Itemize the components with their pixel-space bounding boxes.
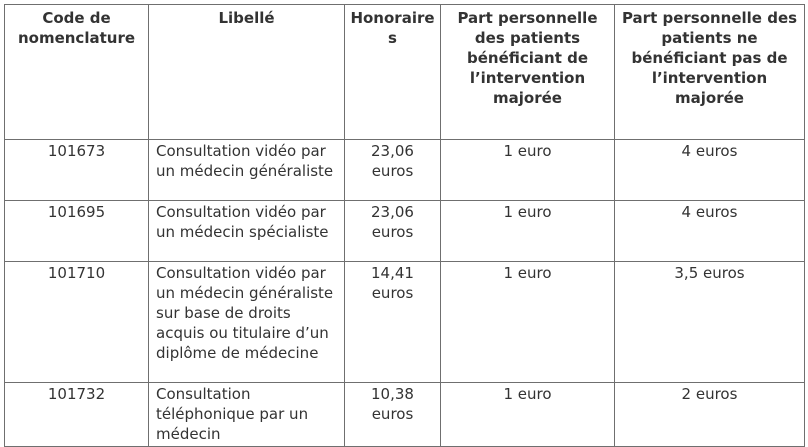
cell-libelle: Consultation téléphonique par un médecin [149,383,345,447]
header-code: Code de nomenclature [5,5,149,140]
cell-code: 101673 [5,140,149,201]
table-body [5,140,805,447]
cell-part-non-majoree: 4 euros [615,201,805,262]
cell-part-majoree: 1 euro [441,383,615,447]
cell-part-majoree: 1 euro [441,262,615,383]
cell-honoraires: 23,06 euros [345,140,441,201]
header-part-non-majoree: Part personnelle des patients ne bénéficiant pas de l’intervention majorée [615,5,805,140]
table-header [5,5,805,140]
header-row [5,5,805,140]
table-row [5,262,805,383]
header-libelle: Libellé [149,5,345,140]
tariff-table [4,4,805,447]
cell-libelle: Consultation vidéo par un médecin spécialiste [149,201,345,262]
cell-libelle: Consultation vidéo par un médecin généraliste [149,140,345,201]
cell-part-majoree: 1 euro [441,201,615,262]
cell-libelle: Consultation vidéo par un médecin généraliste sur base de droits acquis ou titulaire d’un diplôme de médecine [149,262,345,383]
cell-code: 101710 [5,262,149,383]
cell-honoraires: 23,06 euros [345,201,441,262]
table-row [5,140,805,201]
table-row [5,201,805,262]
cell-honoraires: 14,41 euros [345,262,441,383]
header-part-majoree: Part personnelle des patients bénéficiant de l’intervention majorée [441,5,615,140]
cell-part-non-majoree: 2 euros [615,383,805,447]
cell-code: 101732 [5,383,149,447]
table-row [5,383,805,447]
cell-part-majoree: 1 euro [441,140,615,201]
header-honoraires: Honoraires [345,5,441,140]
cell-code: 101695 [5,201,149,262]
cell-part-non-majoree: 3,5 euros [615,262,805,383]
cell-part-non-majoree: 4 euros [615,140,805,201]
cell-honoraires: 10,38 euros [345,383,441,447]
